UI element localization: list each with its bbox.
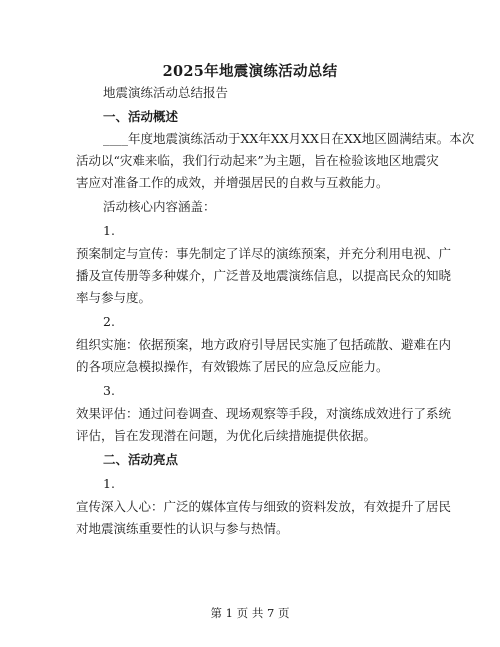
document-title: 2025年地震演练活动总结: [162, 63, 338, 80]
document-subtitle: 地震演练活动总结报告: [103, 85, 229, 100]
paragraph-line: 活动以“灾难来临，我们行动起来”为主题，旨在检验该地区地震灾: [76, 153, 439, 168]
list-item-number: 1.: [103, 476, 115, 491]
section-heading-highlights: 二、活动亮点: [103, 452, 179, 467]
paragraph-line: 效果评估：通过问卷调查、现场观察等手段，对演练成效进行了系统: [76, 406, 452, 421]
paragraph-line: 播及宣传册等多种媒介，广泛普及地震演练信息，以提高民众的知晓: [76, 268, 452, 283]
core-content-intro: 活动核心内容涵盖：: [103, 199, 216, 214]
paragraph-line: 对地震演练重要性的认识与参与热情。: [76, 521, 289, 536]
paragraph-line: 害应对准备工作的成效，并增强居民的自救与互救能力。: [76, 175, 389, 190]
list-item-number: 3.: [103, 383, 115, 398]
list-item-number: 1.: [103, 223, 115, 238]
paragraph-line: 率与参与度。: [76, 290, 152, 305]
paragraph-line: ____年度地震演练活动于XX年XX月XX日在XX地区圆满结束。本次: [103, 131, 475, 146]
paragraph-line: 组织实施：依据预案，地方政府引导居民实施了包括疏散、避难在内: [76, 337, 452, 352]
paragraph-line: 预案制定与宣传：事先制定了详尽的演练预案，并充分利用电视、广: [76, 246, 452, 261]
page-number-footer: 第 1 页 共 7 页: [210, 606, 290, 620]
paragraph-line: 的各项应急模拟操作，有效锻炼了居民的应急反应能力。: [76, 359, 389, 374]
list-item-number: 2.: [103, 314, 115, 329]
section-heading-overview: 一、活动概述: [103, 109, 179, 124]
paragraph-line: 评估，旨在发现潜在问题，为优化后续措施提供依据。: [76, 428, 377, 443]
paragraph-line: 宣传深入人心：广泛的媒体宣传与细致的资料发放，有效提升了居民: [76, 499, 452, 514]
